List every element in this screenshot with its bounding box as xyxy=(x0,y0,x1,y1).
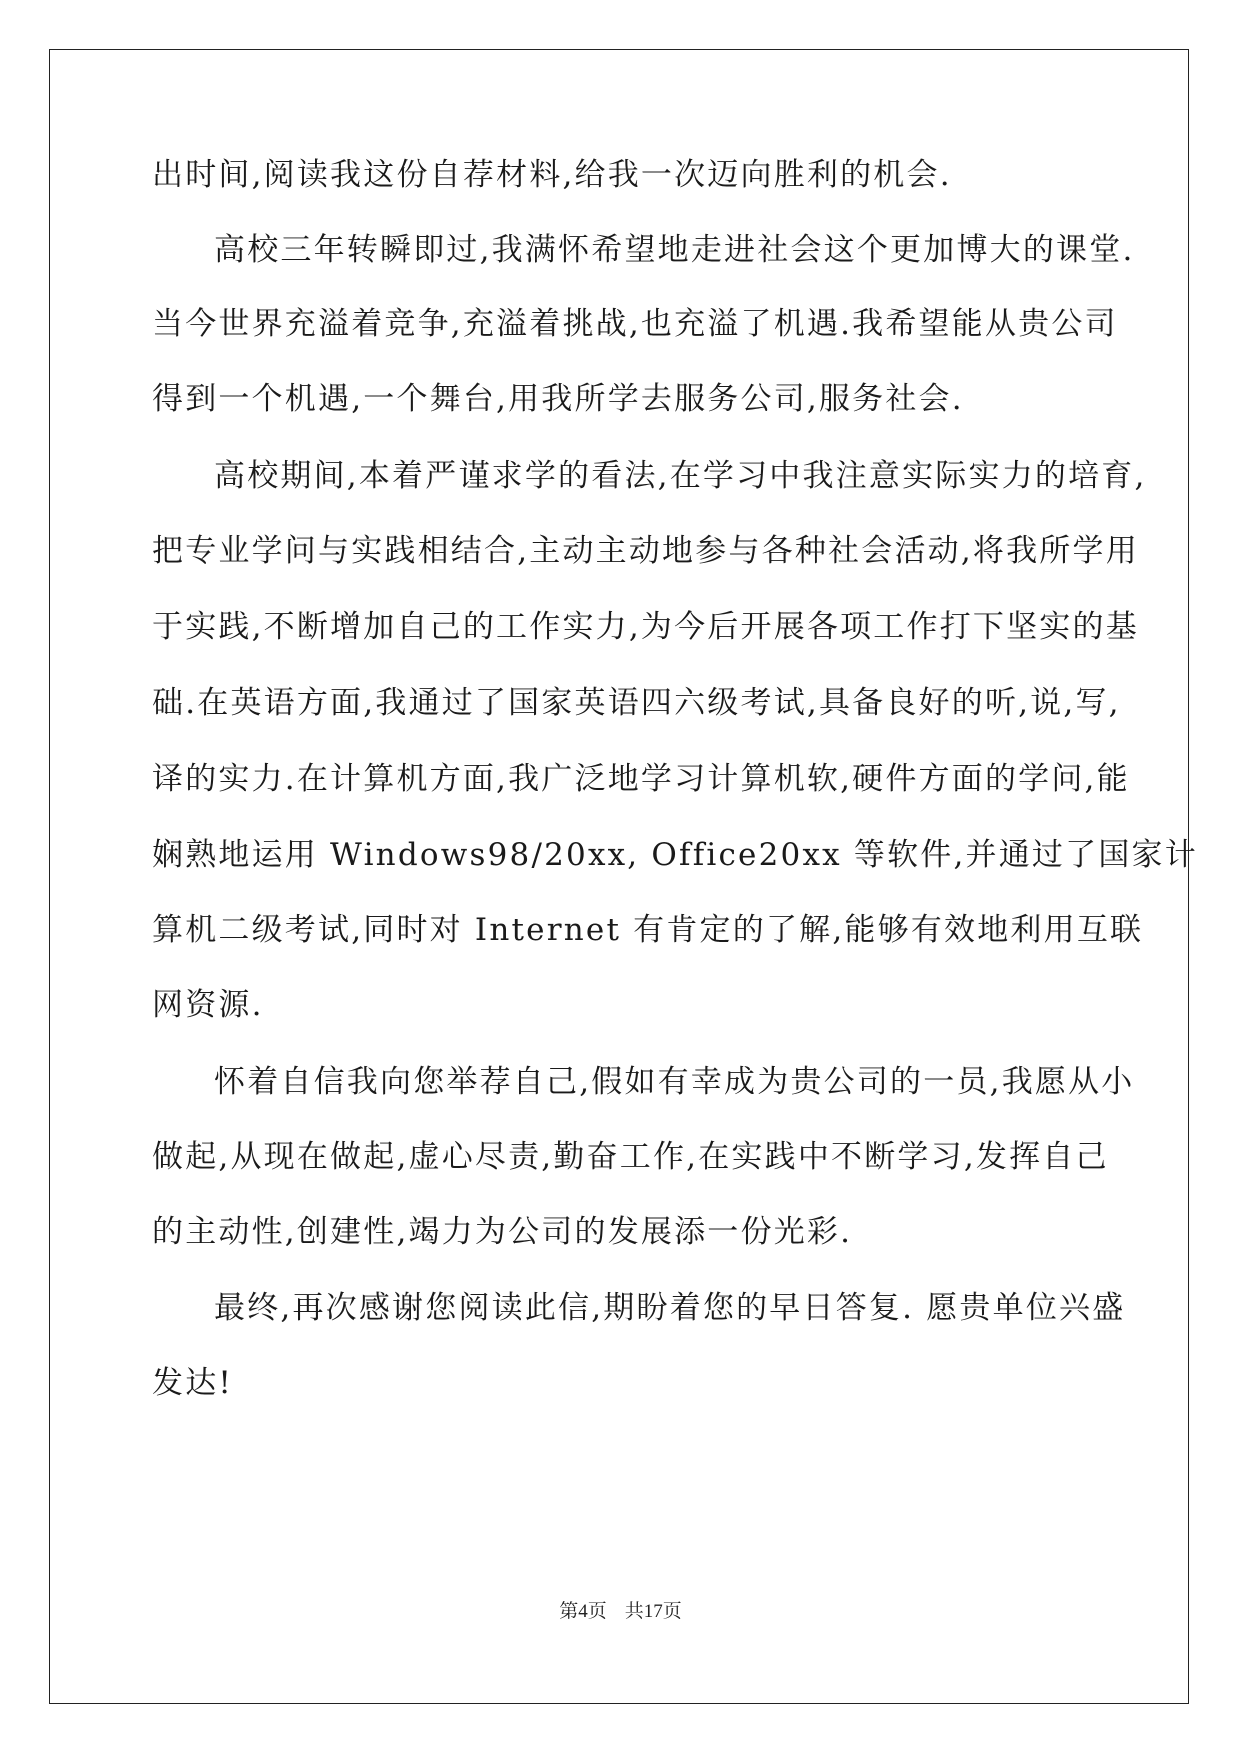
text-line: 础.在英语方面,我通过了国家英语四六级考试,具备良好的听,说,写, xyxy=(152,685,1121,721)
text-line: 发达! xyxy=(152,1365,234,1401)
text-line: 出时间,阅读我这份自荐材料,给我一次迈向胜利的机会. xyxy=(152,157,952,193)
text-line: 得到一个机遇,一个舞台,用我所学去服务公司,服务社会. xyxy=(152,381,964,417)
text-line: 译的实力.在计算机方面,我广泛地学习计算机软,硬件方面的学问,能 xyxy=(152,761,1130,797)
text-line: 当今世界充溢着竞争,充溢着挑战,也充溢了机遇.我希望能从贵公司 xyxy=(152,306,1118,342)
page-footer xyxy=(0,1600,1241,1624)
page-total: 共17页 xyxy=(624,1601,682,1622)
text-line: 把专业学问与实践相结合,主动主动地参与各种社会活动,将我所学用 xyxy=(152,533,1139,569)
page-number: 第4页 xyxy=(559,1601,607,1622)
text-line: 娴熟地运用 Windows98/20xx, Office20xx 等软件,并通过了国家计 xyxy=(152,837,1198,873)
text-line: 算机二级考试,同时对 Internet 有肯定的了解,能够有效地利用互联 xyxy=(152,912,1144,948)
text-line: 网资源. xyxy=(152,987,264,1023)
text-line: 做起,从现在做起,虚心尽责,勤奋工作,在实践中不断学习,发挥自己 xyxy=(152,1139,1109,1175)
text-line: 高校三年转瞬即过,我满怀希望地走进社会这个更加博大的课堂. xyxy=(214,232,1135,268)
text-line: 高校期间,本着严谨求学的看法,在学习中我注意实际实力的培育, xyxy=(214,458,1147,494)
text-line: 最终,再次感谢您阅读此信,期盼着您的早日答复. 愿贵单位兴盛 xyxy=(214,1290,1126,1326)
text-line: 于实践,不断增加自己的工作实力,为今后开展各项工作打下坚实的基 xyxy=(152,609,1139,645)
text-line: 的主动性,创建性,竭力为公司的发展添一份光彩. xyxy=(152,1214,853,1250)
text-line: 怀着自信我向您举荐自己,假如有幸成为贵公司的一员,我愿从小 xyxy=(214,1064,1135,1100)
page-border xyxy=(49,49,1189,1704)
